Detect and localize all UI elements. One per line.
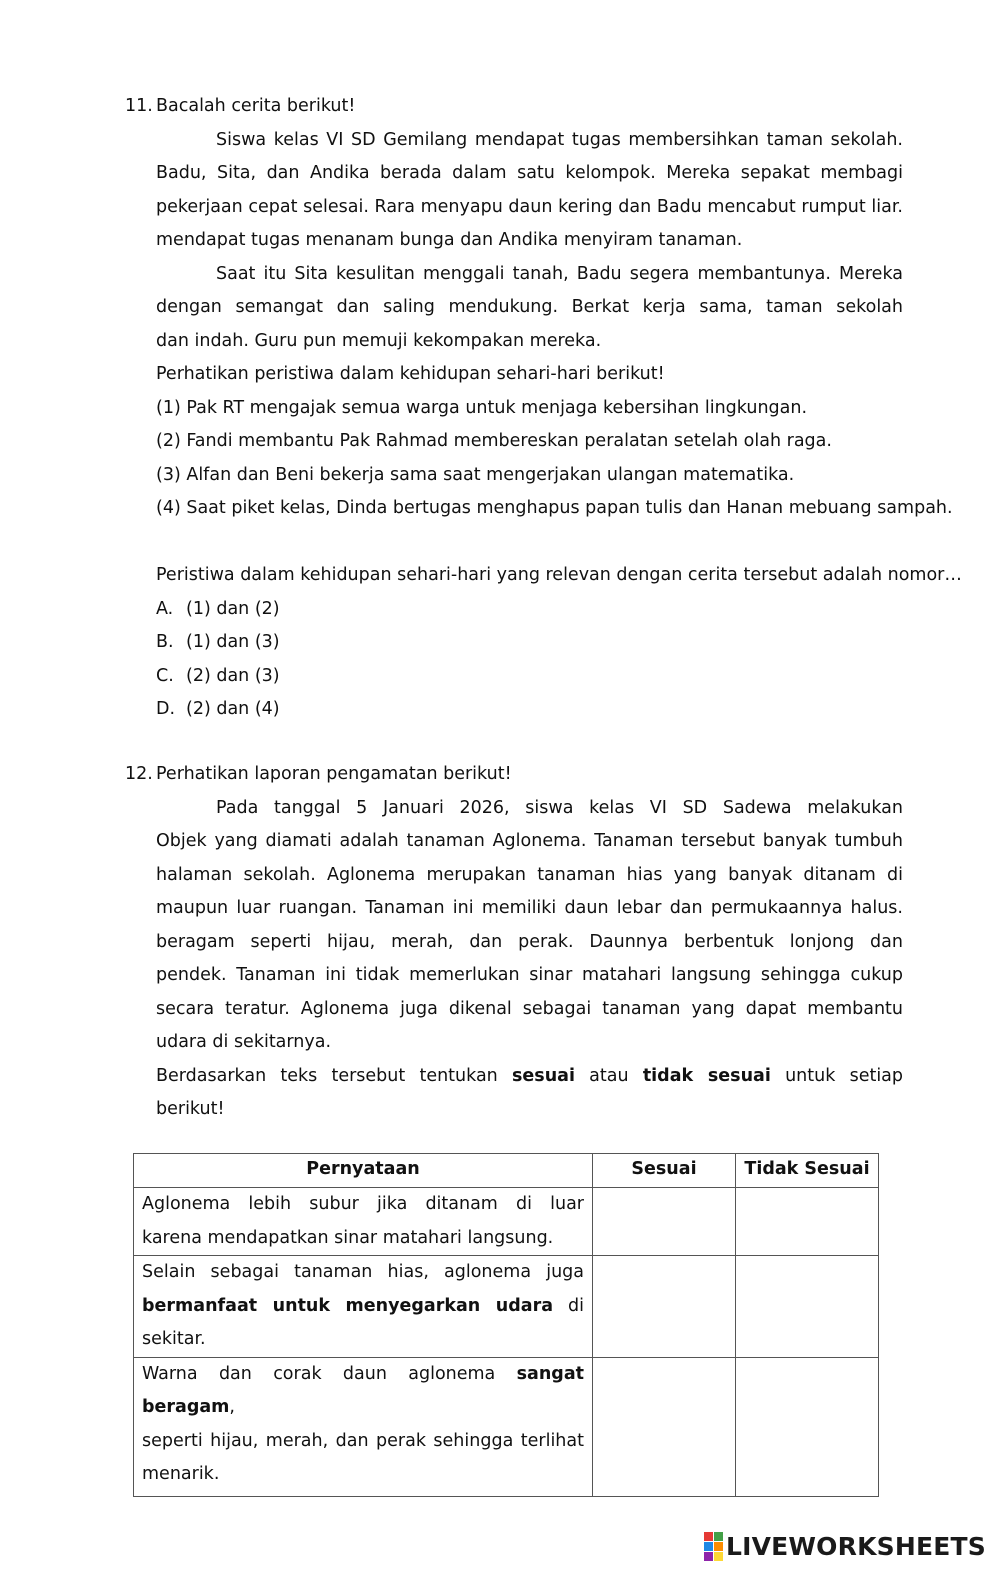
logo-text: LIVEWORKSHEETS [725, 1531, 986, 1561]
text-line: dengan semangat dan saling mendukung. Berkat kerja sama, taman sekolah [156, 297, 903, 317]
table-row [134, 1256, 879, 1358]
option-d[interactable] [156, 693, 903, 727]
option-a[interactable] [156, 593, 903, 627]
statement-cell: Warna dan corak daun aglonema sangat beragam, seperti hijau, merah, dan perak sehingga terlihat menarik. [134, 1357, 593, 1496]
text-line: pendek. Tanaman ini tidak memerlukan sinar matahari langsung sehingga cukup [156, 965, 903, 985]
story-paragraph-2 [156, 258, 903, 359]
answer-options [156, 593, 903, 727]
event-item: (1) Pak RT mengajak semua warga untuk menjaga kebersihan lingkungan. [156, 397, 808, 418]
option-letter: D. [156, 699, 176, 719]
question-intro: Perhatikan laporan pengamatan berikut! [156, 764, 512, 784]
event-item: (4) Saat piket kelas, Dinda bertugas menghapus papan tulis dan Hanan mebuang sampah. [156, 498, 953, 518]
instruction-text: Berdasarkan teks tersebut tentukan sesuai atau tidak sesuai untuk setiap [156, 1065, 903, 1086]
text-line: dan indah. Guru pun memuji kekompakan mereka. [156, 330, 602, 351]
text-line: mendapat tugas menanam bunga dan Andika menyiram tanaman. [156, 230, 743, 250]
tidak-sesuai-cell[interactable] [736, 1357, 879, 1496]
question-12 [125, 758, 903, 1127]
text-line: halaman sekolah. Aglonema merupakan tanaman hias yang banyak ditanam di [156, 864, 903, 885]
liveworksheets-logo [704, 1529, 986, 1563]
question-text: Peristiwa dalam kehidupan sehari-hari yang relevan dengan cerita tersebut adalah nomor… [156, 565, 962, 585]
text-line: secara teratur. Aglonema juga dikenal sebagai tanaman yang dapat membantu [156, 998, 903, 1019]
story-paragraph-1 [156, 124, 903, 258]
tidak-sesuai-cell[interactable] [736, 1256, 879, 1358]
sesuai-cell[interactable] [593, 1188, 736, 1256]
option-b[interactable] [156, 626, 903, 660]
text-line: Saat itu Sita kesulitan menggali tanah, Badu segera membantunya. Mereka [216, 263, 903, 284]
question-number: 11. [125, 96, 153, 116]
table-row [134, 1188, 879, 1256]
option-text: (2) dan (3) [186, 665, 280, 686]
logo-blocks-icon [704, 1532, 723, 1561]
text-line: maupun luar ruangan. Tanaman ini memiliki daun lebar dan permukaannya halus. [156, 898, 903, 918]
header-statement: Pernyataan [134, 1154, 593, 1188]
text-line: Badu, Sita, dan Andika berada dalam satu kelompok. Mereka sepakat membagi [156, 163, 903, 183]
question-number: 12. [125, 764, 153, 784]
events-list [156, 392, 953, 526]
option-text: (1) dan (2) [186, 598, 280, 619]
statement-cell: Aglonema lebih subur jika ditanam di luar karena mendapatkan sinar matahari langsung. [134, 1188, 593, 1256]
text-line: beragam seperti hijau, merah, dan perak. Daunnya berbentuk lonjong dan [156, 931, 903, 952]
question-11 [125, 90, 962, 727]
sesuai-cell[interactable] [593, 1357, 736, 1496]
event-item: (3) Alfan dan Beni bekerja sama saat mengerjakan ulangan matematika. [156, 464, 795, 485]
observation-report [156, 792, 903, 1060]
text-line: Objek yang diamati adalah tanaman Aglonema. Tanaman tersebut banyak tumbuh [156, 831, 903, 851]
option-c[interactable] [156, 660, 903, 694]
sesuai-cell[interactable] [593, 1256, 736, 1358]
text-line: Pada tanggal 5 Januari 2026, siswa kelas VI SD Sadewa melakukan [216, 797, 903, 818]
text-line: pekerjaan cepat selesai. Rara menyapu daun kering dan Badu mencabut rumput liar. [156, 196, 903, 217]
option-text: (1) dan (3) [186, 632, 280, 652]
tidak-sesuai-cell[interactable] [736, 1188, 879, 1256]
text-line: udara di sekitarnya. [156, 1032, 332, 1052]
statement-cell: Selain sebagai tanaman hias, aglonema juga bermanfaat untuk menyegarkan udara di sekitar. [134, 1256, 593, 1358]
option-text: (2) dan (4) [186, 699, 280, 719]
event-item: (2) Fandi membantu Pak Rahmad membereskan peralatan setelah olah raga. [156, 431, 832, 451]
table-header-row [134, 1154, 879, 1188]
option-letter: A. [156, 598, 174, 619]
table-row [134, 1357, 879, 1496]
text-line: Siswa kelas VI SD Gemilang mendapat tugas membersihkan taman sekolah. [216, 129, 903, 150]
statement-table [133, 1153, 879, 1497]
header-tidak-sesuai: Tidak Sesuai [736, 1154, 879, 1188]
instruction-text-end: berikut! [156, 1099, 225, 1119]
option-letter: C. [156, 665, 174, 686]
option-letter: B. [156, 632, 174, 652]
events-prompt: Perhatikan peristiwa dalam kehidupan sehari-hari berikut! [156, 364, 665, 384]
header-sesuai: Sesuai [593, 1154, 736, 1188]
question-intro: Bacalah cerita berikut! [156, 96, 356, 116]
